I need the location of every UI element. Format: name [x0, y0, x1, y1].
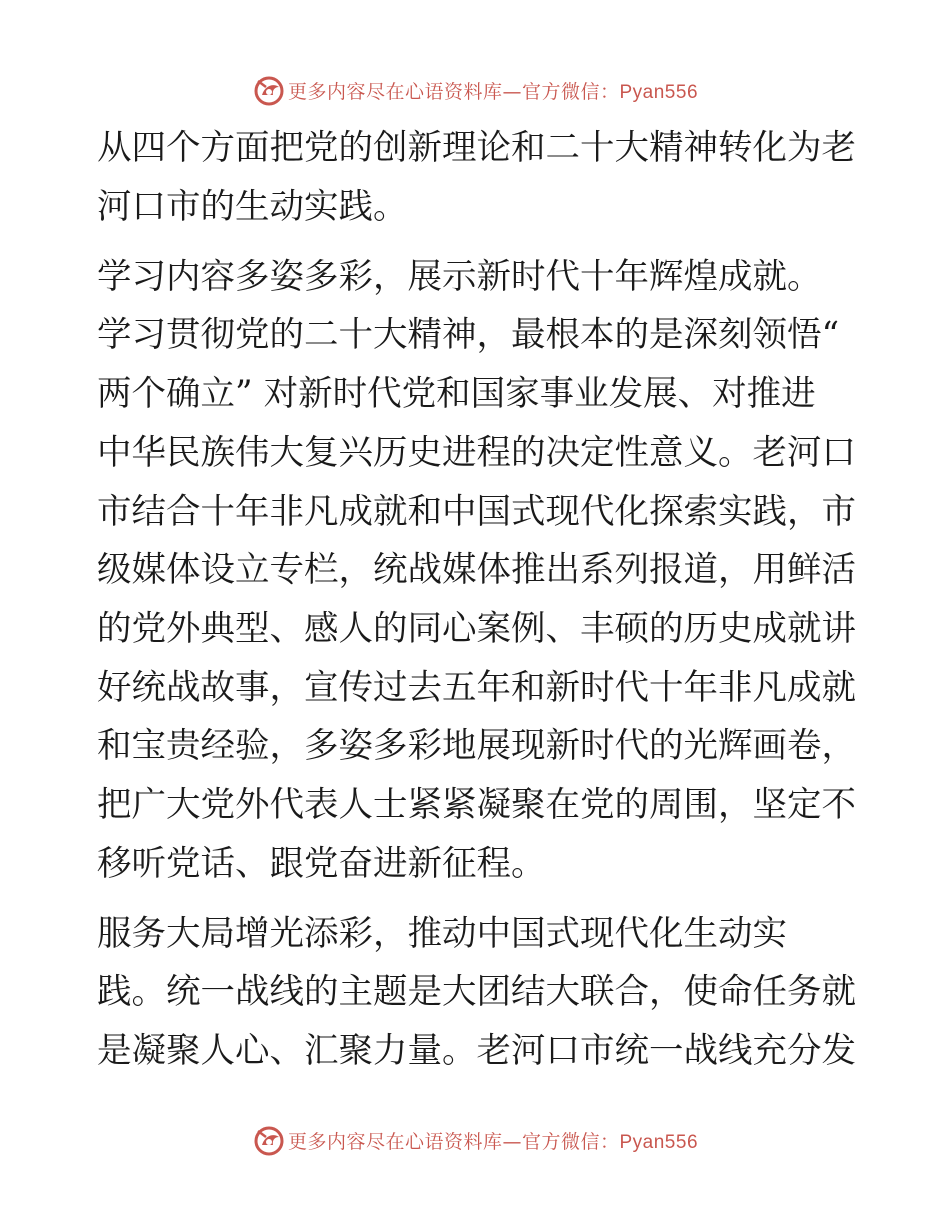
- dragon-seal-icon: [252, 1123, 286, 1157]
- text-line: 级媒体设立专栏，统战媒体推出系列报道，用鲜活: [97, 550, 856, 590]
- watermark-text: 更多内容尽在心语资料库—官方微信：: [287, 1130, 620, 1153]
- text-line: 中华民族伟大复兴历史进程的决定性意义。老河口: [97, 433, 856, 473]
- dragon-seal-icon: [252, 73, 286, 107]
- text-line: 践。统一战线的主题是大团结大联合，使命任务就: [97, 972, 856, 1012]
- text-line: 把广大党外代表人士紧紧凝聚在党的周围，坚定不: [97, 785, 856, 825]
- text-line: 移听党话、跟党奋进新征程。: [97, 844, 546, 884]
- text-line: 好统战故事，宣传过去五年和新时代十年非凡成就: [97, 668, 856, 708]
- watermark-wechat-id: Pyan556: [619, 81, 699, 103]
- text-line: 两个确立” 对新时代党和国家事业发展、对推进: [97, 374, 816, 414]
- text-line: 学习内容多姿多彩，展示新时代十年辉煌成就。: [97, 257, 822, 297]
- text-line: 是凝聚人心、汇聚力量。老河口市统一战线充分发: [97, 1031, 856, 1071]
- text-line: 的党外典型、感人的同心案例、丰硕的历史成就讲: [97, 609, 856, 649]
- text-line: 学习贯彻党的二十大精神，最根本的是深刻领悟“: [97, 315, 840, 355]
- footer-watermark: [0, 1120, 950, 1160]
- text-line: 市结合十年非凡成就和中国式现代化探索实践，市: [97, 492, 856, 532]
- text-line: 从四个方面把党的创新理论和二十大精神转化为老: [97, 128, 856, 168]
- watermark-text: 更多内容尽在心语资料库—官方微信：: [287, 80, 620, 103]
- text-line: 服务大局增光添彩，推动中国式现代化生动实: [97, 914, 787, 954]
- header-watermark: [0, 70, 950, 110]
- text-line: 和宝贵经验，多姿多彩地展现新时代的光辉画卷，: [97, 726, 856, 766]
- text-line: 河口市的生动实践。: [97, 187, 408, 227]
- watermark-wechat-id: Pyan556: [619, 1131, 699, 1153]
